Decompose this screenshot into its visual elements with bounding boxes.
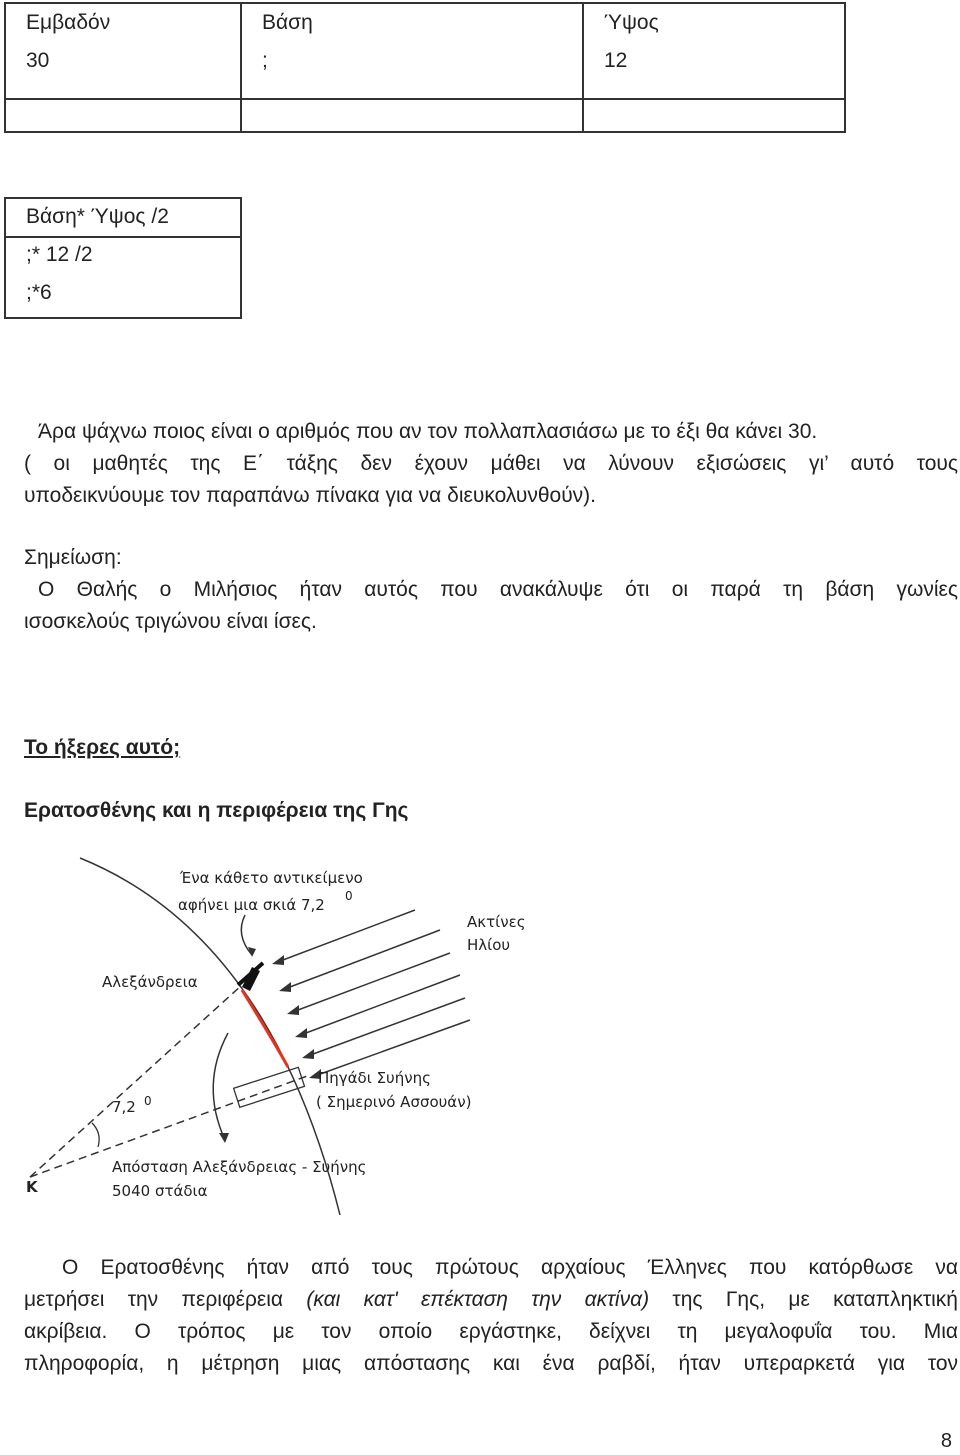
table-header-base: Βάση (262, 11, 313, 34)
label-modern-name: ( Σημερινό Ασσουάν) (316, 1093, 472, 1111)
paragraph-line: υποδεικνύουμε τον παραπάνω πίνακα για να διευκολυνθούν). (24, 484, 597, 507)
paragraph-line: ακρίβεια. Ο τρόπος με τον οποίο εργάστηκε, δείχνει τη μεγαλοφυΐα του. Μια (24, 1320, 958, 1343)
table-header-row (6, 4, 844, 42)
paragraph-emphasis: (και κατ' επέκταση την ακτίνα) (306, 1288, 650, 1311)
note-paragraph (24, 542, 958, 638)
eratosthenes-diagram (20, 855, 540, 1215)
label-degree: 0 (345, 889, 353, 903)
table-header-area: Εμβαδόν (26, 11, 111, 34)
page-number: 8 (940, 1430, 952, 1452)
explanation-paragraph (24, 416, 958, 512)
paragraph-line (24, 1284, 958, 1316)
label-well: Πηγάδι Συήνης (318, 1069, 431, 1087)
paragraph-text: της Γης, με καταπληκτική (649, 1288, 958, 1311)
table-cell-area-value: 30 (26, 49, 50, 72)
area-table (4, 2, 846, 133)
label-shadow: αφήνει μια σκιά 7,2 (178, 896, 325, 914)
table-header-height: Ύψος (604, 11, 659, 34)
did-you-know-heading: Το ήξερες αυτό; (24, 736, 181, 759)
label-sun-rays: Ακτίνες (467, 913, 526, 931)
label-angle: 7,2 (112, 1098, 136, 1116)
label-distance: Απόσταση Αλεξάνδρειας - Συήνης (112, 1158, 367, 1176)
sun-ray-arrowheads (272, 955, 321, 1079)
paragraph-line: Ο Ερατοσθένης ήταν από τους πρώτους αρχαίους Έλληνες που κατόρθωσε να (62, 1256, 958, 1279)
paragraph-line: ισοσκελούς τριγώνου είναι ίσες. (24, 610, 317, 633)
sun-rays (275, 910, 470, 1077)
paragraph-line: Ο Θαλής ο Μιλήσιος ήταν αυτός που ανακάλυψε ότι οι παρά τη βάση γωνίες (38, 578, 958, 601)
formula-row: Βάση* Ύψος /2 (26, 205, 169, 228)
paragraph-line: ( οι μαθητές της Ε΄ τάξης δεν έχουν μάθει να λύνουν εξισώσεις γι’ αυτό τους (24, 452, 958, 475)
radius-alexandria (30, 985, 242, 1177)
arrowhead-icon (219, 1133, 229, 1143)
label-center: Κ (26, 1178, 38, 1196)
formula-table (4, 197, 242, 319)
table-row (6, 42, 844, 80)
table-cell-height-value: 12 (604, 49, 628, 72)
label-alexandria: Αλεξάνδρεια (102, 973, 198, 991)
paragraph-line: Άρα ψάχνω ποιος είναι ο αριθμός που αν τον πολλαπλασιάσω με το έξι θα κάνει 30. (38, 420, 818, 443)
formula-row: ;* 12 /2 (26, 243, 93, 266)
label-sun-rays: Ηλίου (467, 936, 511, 954)
well-icon (234, 1067, 305, 1107)
label-distance-value: 5040 στάδια (112, 1182, 208, 1200)
section-title: Ερατοσθένης και η περιφέρεια της Γης (24, 799, 409, 822)
label-object: Ένα κάθετο αντικείμενο (180, 869, 363, 887)
angle-arc (92, 1123, 99, 1147)
table-cell-base-value: ; (262, 49, 268, 72)
alexandria-syene-arc (242, 990, 288, 1067)
formula-row: ;*6 (26, 281, 52, 304)
note-label: Σημείωση: (24, 546, 122, 569)
pointer-arrow (213, 1033, 228, 1140)
label-angle-degree: 0 (144, 1094, 152, 1108)
eratosthenes-paragraph (24, 1252, 958, 1380)
table-divider (6, 98, 844, 100)
paragraph-line: πληροφορία, η μέτρηση μιας απόστασης και ένα ραβδί, ήταν υπεραρκετά για τον (24, 1352, 958, 1375)
paragraph-text: μετρήσει την περιφέρεια (24, 1288, 307, 1311)
